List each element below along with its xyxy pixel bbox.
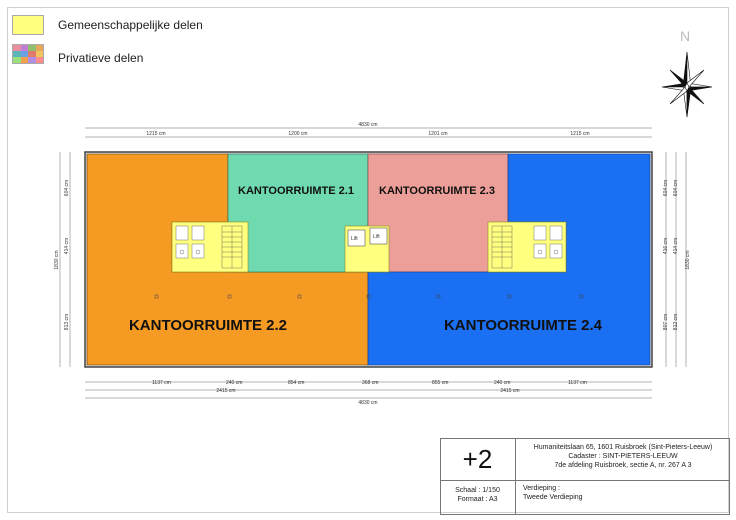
dim-bottom-half-1: 2415 cm [216, 388, 236, 394]
dim-bottom-3: 854 cm [288, 380, 305, 386]
dim-top-4: 1215 cm [570, 131, 590, 137]
cadaster: Cadaster : SINT-PIETERS-LEEUW [568, 453, 678, 460]
dim-bottom-7: 1137 cm [568, 380, 587, 386]
dim-bottom-half-2: 2415 cm [500, 388, 520, 394]
dim-bottom-6: 240 cm [494, 380, 511, 386]
dim-bottom-1: 1137 cm [152, 380, 171, 386]
dim-right-total: 1830 cm [685, 250, 691, 270]
format: Formaat : A3 [457, 496, 498, 503]
dim-left-total: 1830 cm [54, 250, 60, 270]
address: Humaniteitslaan 65, 1601 Ruisbroek (Sint-Pieters-Leeuw) [533, 444, 713, 451]
legend-private-label: Privatieve delen [58, 51, 144, 65]
level-label: Verdieping : [523, 485, 560, 492]
scale: Schaal : 1/150 [455, 487, 500, 494]
level-value: Tweede Verdieping [523, 494, 583, 501]
dim-bottom-4: 368 cm [362, 380, 379, 386]
dim-right-outer-3: 812 cm [673, 313, 679, 331]
dim-bottom-5: 855 cm [432, 380, 449, 386]
dim-total-top: 4830 cm [358, 122, 378, 128]
division: 7de afdeling Ruisbroek, sectie A, nr. 267 A 3 [554, 462, 692, 469]
dim-top-2: 1200 cm [288, 131, 308, 137]
floor-number: +2 [462, 444, 493, 474]
lift-right-label: Lift [373, 234, 380, 240]
room-2-3-label: KANTOORRUIMTE 2.3 [379, 185, 495, 197]
dim-right-inner-2: 416 cm [663, 237, 669, 255]
room-2-2-label: KANTOORRUIMTE 2.2 [128, 317, 288, 334]
room-2-1-label: KANTOORRUIMTE 2.1 [238, 185, 354, 197]
dim-right-inner-3: 807 cm [663, 313, 669, 331]
north-label: N [680, 28, 691, 44]
room-2-4-label: KANTOORRUIMTE 2.4 [443, 317, 603, 334]
dim-bottom-2: 240 cm [226, 380, 243, 386]
dim-right-inner-1: 604 cm [663, 179, 669, 197]
legend-common-label: Gemeenschappelijke delen [58, 18, 203, 32]
lift-left-label: Lift [351, 236, 358, 242]
dim-right-outer-2: 414 cm [673, 237, 679, 255]
dim-bottom-total: 4830 cm [358, 400, 378, 406]
dim-top-3: 1201 cm [428, 131, 448, 137]
dim-left-3: 813 cm [64, 313, 70, 331]
dim-left-1: 604 cm [64, 179, 70, 197]
dim-top-1: 1215 cm [146, 131, 166, 137]
dim-left-2: 414 cm [64, 237, 70, 255]
dim-right-outer-1: 604 cm [673, 179, 679, 197]
title-block-divider-h [440, 480, 730, 481]
